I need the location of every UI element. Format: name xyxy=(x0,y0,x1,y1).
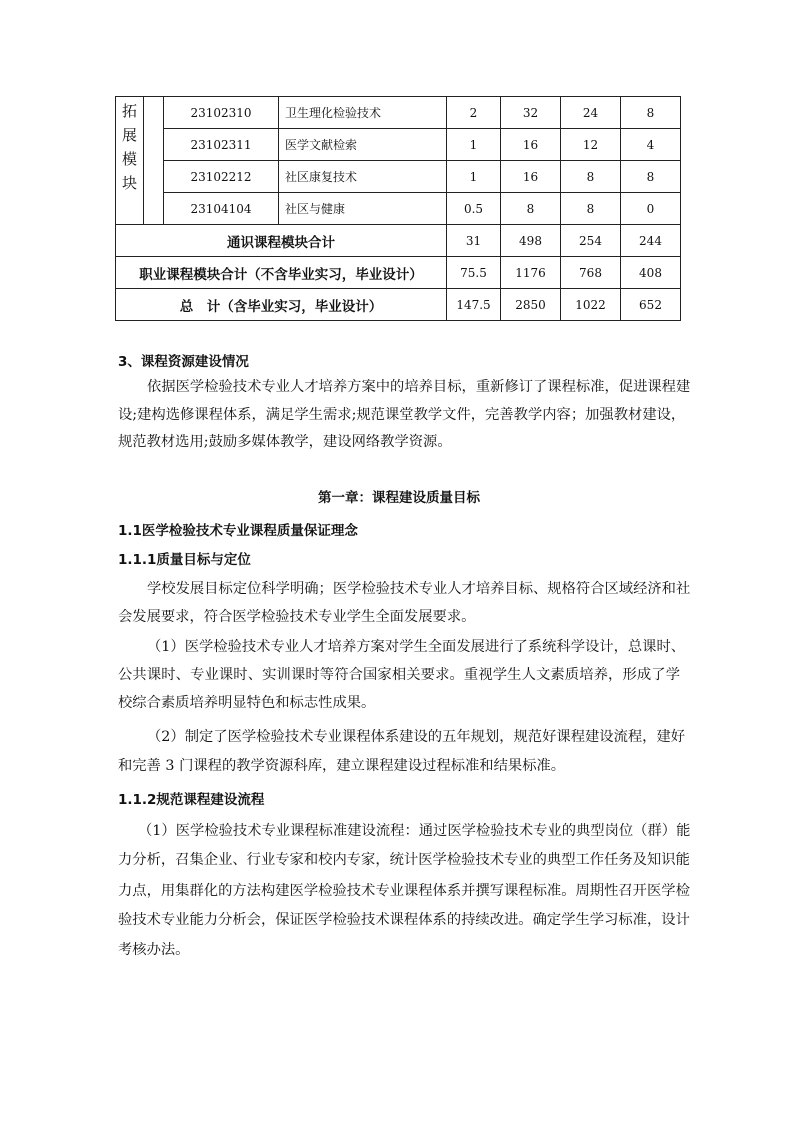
paragraph-line: 公共课时、专业课时、实训课时等符合国家相关要求。重视学生人文素质培养，形成了学 xyxy=(118,667,680,683)
practice-hours: 4 xyxy=(621,129,681,161)
section-heading: 3、课程资源建设情况 xyxy=(118,354,249,370)
total-label: 职业课程模块合计（不含毕业实习，毕业设计） xyxy=(116,257,447,289)
paragraph-line: 验技术专业能力分析会，保证医学检验技术课程体系的持续改进。确定学生学习标准，设计 xyxy=(118,912,690,928)
total-label: 通识课程模块合计 xyxy=(116,225,447,257)
practice-hours: 8 xyxy=(621,97,681,129)
table-row xyxy=(116,129,681,161)
paragraph-line: 会发展要求，符合医学检验技术专业学生全面发展要求。 xyxy=(118,609,476,625)
theory-hours: 8 xyxy=(561,161,621,193)
theory-hours: 24 xyxy=(561,97,621,129)
paragraph-line: 设;建构选修课程体系，满足学生需求;规范课堂教学文件，完善教学内容；加强教材建设， xyxy=(118,407,686,423)
paragraph-line: （1）医学检验技术专业人才培养方案对学生全面发展进行了系统科学设计，总课时、 xyxy=(147,639,686,655)
paragraph-line: （1）医学检验技术专业课程标准建设流程：通过医学检验技术专业的典型岗位（群）能 xyxy=(138,823,691,839)
credits: 0.5 xyxy=(447,193,501,225)
paragraph-line: 校综合素质培养明显特色和标志性成果。 xyxy=(118,695,376,711)
course-code: 23102311 xyxy=(164,129,279,161)
credits: 31 xyxy=(447,225,501,257)
practice-hours: 652 xyxy=(621,289,681,321)
paragraph-line: 和完善 3 门课程的教学资源科库，建立课程建设过程标准和结果标准。 xyxy=(118,758,566,774)
section-heading: 1.1.1质量目标与定位 xyxy=(118,552,251,568)
theory-hours: 254 xyxy=(561,225,621,257)
total-row xyxy=(116,257,681,289)
paragraph-line: 规范教材选用;鼓励多媒体教学，建设网络教学资源。 xyxy=(118,434,452,450)
paragraph-line: 依据医学检验技术专业人才培养方案中的培养目标，重新修订了课程标准，促进课程建 xyxy=(147,379,691,395)
paragraph-line: 力点，用集群化的方法构建医学检验技术专业课程体系并撰写课程标准。周期性召开医学检 xyxy=(118,883,690,899)
total-row xyxy=(116,225,681,257)
total-label: 总 计（含毕业实习，毕业设计） xyxy=(116,289,447,321)
course-name: 社区与健康 xyxy=(279,193,447,225)
table-row xyxy=(116,193,681,225)
course-name: 社区康复技术 xyxy=(279,161,447,193)
paragraph-line: 学校发展目标定位科学明确；医学检验技术专业人才培养目标、规格符合区域经济和社 xyxy=(147,581,691,597)
course-code: 23102212 xyxy=(164,161,279,193)
hours: 2850 xyxy=(501,289,561,321)
hours: 16 xyxy=(501,161,561,193)
credits: 1 xyxy=(447,161,501,193)
practice-hours: 408 xyxy=(621,257,681,289)
paragraph-line: （2）制定了医学检验技术专业课程体系建设的五年规划，规范好课程建设流程，建好 xyxy=(147,729,686,745)
theory-hours: 768 xyxy=(561,257,621,289)
section-heading: 1.1.2规范课程建设流程 xyxy=(118,792,265,808)
theory-hours: 12 xyxy=(561,129,621,161)
hours: 32 xyxy=(501,97,561,129)
theory-hours: 8 xyxy=(561,193,621,225)
paragraph-line: 力分析，召集企业、行业专家和校内专家，统计医学检验技术专业的典型工作任务及知识能 xyxy=(118,852,690,868)
practice-hours: 8 xyxy=(621,161,681,193)
credits: 75.5 xyxy=(447,257,501,289)
practice-hours: 244 xyxy=(621,225,681,257)
course-code: 23102310 xyxy=(164,97,279,129)
theory-hours: 1022 xyxy=(561,289,621,321)
hours: 8 xyxy=(501,193,561,225)
module-label xyxy=(116,97,144,225)
table-row xyxy=(116,161,681,193)
section-heading: 1.1医学检验技术专业课程质量保证理念 xyxy=(118,523,358,539)
paragraph-line: 考核办法。 xyxy=(118,942,190,958)
empty-cell xyxy=(144,97,164,225)
hours: 498 xyxy=(501,225,561,257)
course-name: 医学文献检索 xyxy=(279,129,447,161)
course-name: 卫生理化检验技术 xyxy=(279,97,447,129)
total-row xyxy=(116,289,681,321)
module-label-text: 拓展模块 xyxy=(121,102,137,192)
course-code: 23104104 xyxy=(164,193,279,225)
credits: 1 xyxy=(447,129,501,161)
practice-hours: 0 xyxy=(621,193,681,225)
table-row xyxy=(116,97,681,129)
hours: 1176 xyxy=(501,257,561,289)
credits: 147.5 xyxy=(447,289,501,321)
course-table xyxy=(115,96,681,321)
hours: 16 xyxy=(501,129,561,161)
credits: 2 xyxy=(447,97,501,129)
chapter-title: 第一章：课程建设质量目标 xyxy=(318,490,480,506)
